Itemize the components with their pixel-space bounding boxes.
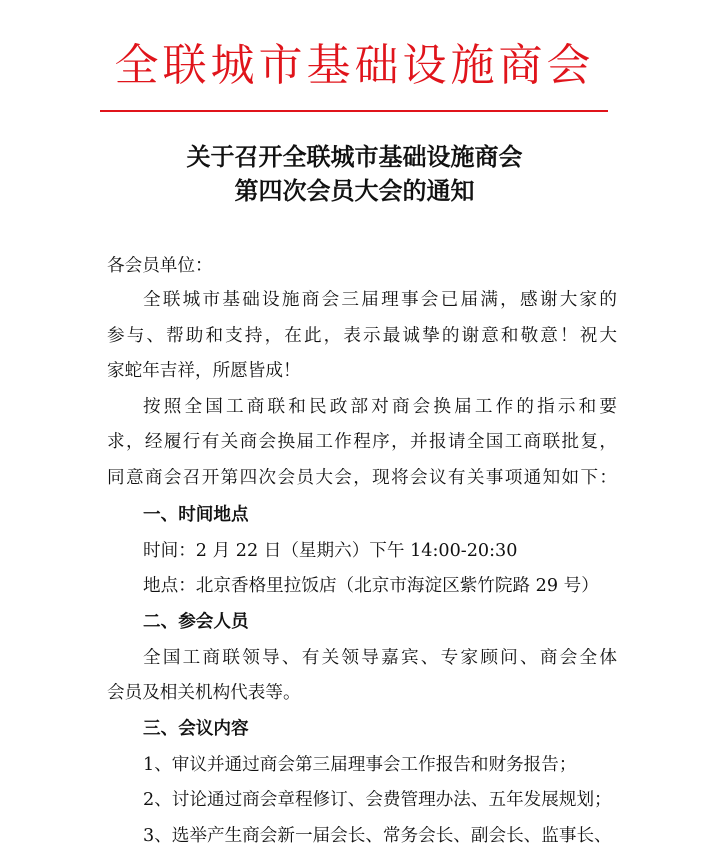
- letterhead-org-name: 全联城市基础设施商会: [114, 40, 595, 91]
- intro-paragraph-2-line: 按照全国工商联和民政部对商会换届工作的指示和要: [143, 397, 617, 417]
- attendees-line: 全国工商联领导、有关领导嘉宾、专家顾问、商会全体: [143, 648, 617, 668]
- notice-title-line-2: 第四次会员大会的通知: [234, 176, 475, 205]
- meeting-place: 地点：北京香格里拉饭店（北京市海淀区紫竹院路 29 号）: [143, 576, 599, 596]
- intro-paragraph-1-line: 全联城市基础设施商会三届理事会已届满，感谢大家的: [143, 290, 617, 310]
- agenda-item: 2、讨论通过商会章程修订、会费管理办法、五年发展规划；: [143, 790, 612, 810]
- section-heading-agenda: 三、会议内容: [143, 718, 249, 739]
- attendees-line: 会员及相关机构代表等。: [107, 683, 301, 703]
- section-heading-time-place: 一、时间地点: [143, 504, 249, 525]
- intro-paragraph-1-line: 家蛇年吉祥，所愿皆成！: [107, 361, 301, 381]
- intro-paragraph-2-line: 求，经履行有关商会换届工作程序，并报请全国工商联批复，: [107, 432, 617, 452]
- intro-paragraph-1-line: 参与、帮助和支持，在此，表示最诚挚的谢意和敬意！祝大: [107, 326, 617, 346]
- letterhead-red-rule: [100, 110, 608, 112]
- intro-paragraph-2-line: 同意商会召开第四次会员大会，现将会议有关事项通知如下：: [107, 468, 617, 488]
- section-heading-attendees: 二、参会人员: [143, 611, 249, 632]
- salutation: 各会员单位：: [107, 256, 213, 276]
- meeting-time: 时间：2 月 22 日（星期六）下午 14:00-20:30: [143, 541, 518, 561]
- agenda-item: 1、审议并通过商会第三届理事会工作报告和财务报告；: [143, 755, 577, 775]
- agenda-item: 3、选举产生商会新一届会长、常务会长、副会长、监事长、: [143, 826, 612, 846]
- notice-title-line-1: 关于召开全联城市基础设施商会: [186, 142, 523, 171]
